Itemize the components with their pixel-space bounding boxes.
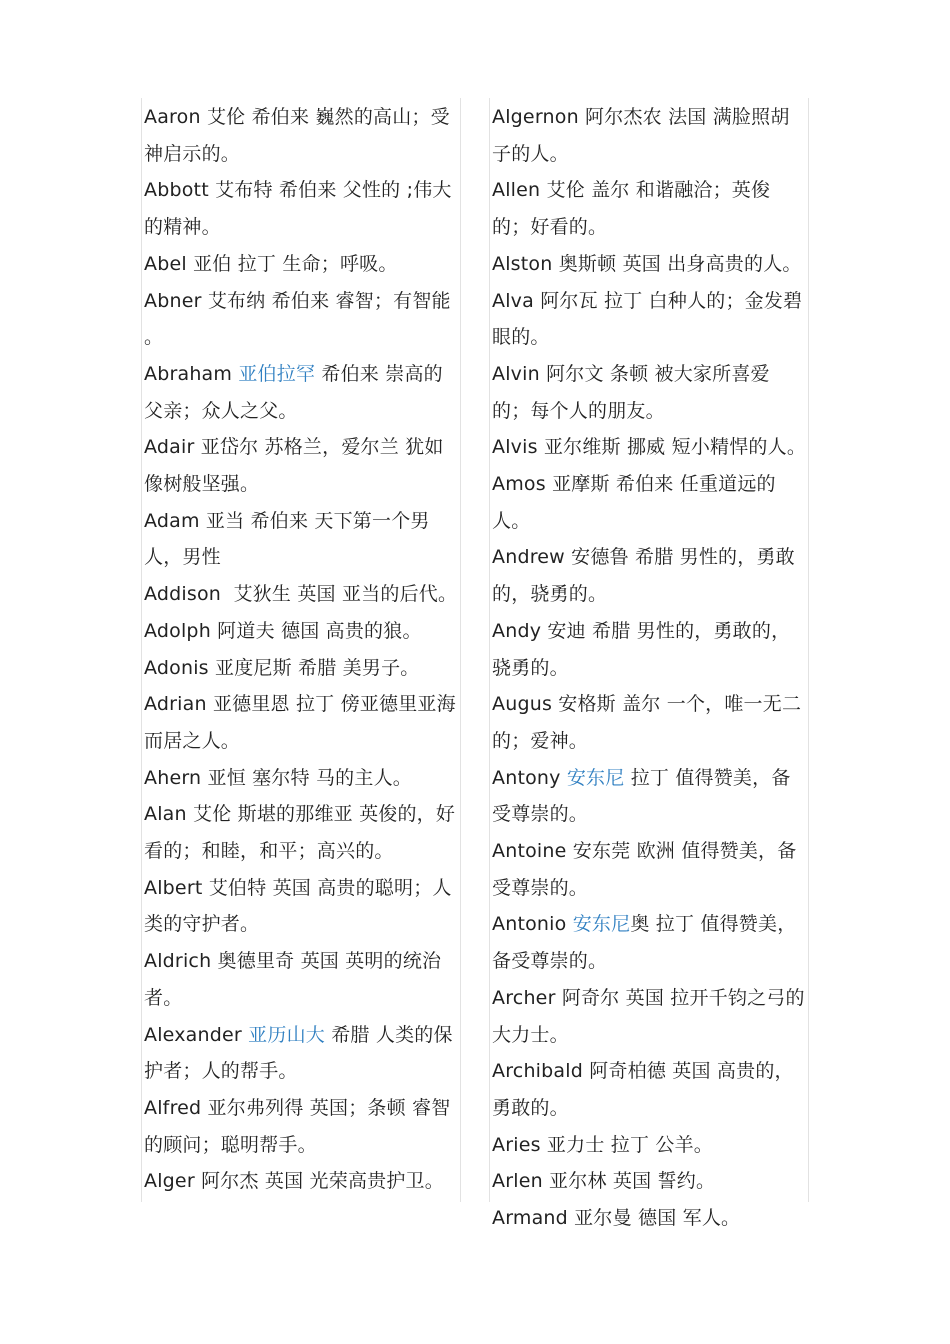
entry-text: Aldrich 奥德里奇 英国 英明的统治者。 xyxy=(144,950,442,1009)
name-entry xyxy=(144,650,460,687)
name-entry xyxy=(492,906,808,979)
entry-text: Abbott 艾布特 希伯来 父性的 ;伟大的精神。 xyxy=(144,179,452,239)
entry-text: Archibald 阿奇柏德 英国 高贵的，勇敢的。 xyxy=(492,1060,794,1119)
entry-text: Antoine 安东莞 欧洲 值得赞美，备受尊崇的。 xyxy=(492,840,797,899)
name-entry xyxy=(144,1017,460,1090)
left-entries xyxy=(144,99,464,1200)
entry-text: Alston 奥斯顿 英国 出身高贵的人。 xyxy=(492,252,802,275)
entry-text: Alva 阿尔瓦 拉丁 白种人的；金发碧眼的。 xyxy=(492,289,803,349)
entry-text: 希伯来 崇高的父亲；众人之父。 xyxy=(144,362,443,422)
name-link[interactable]: 安东尼 xyxy=(572,913,631,936)
name-link[interactable]: 安东尼 xyxy=(566,766,625,789)
name-entry xyxy=(492,1127,808,1164)
left-column xyxy=(141,98,464,1202)
entry-text: Armand 亚尔曼 德国 军人。 xyxy=(492,1207,741,1230)
name-entry xyxy=(492,99,808,172)
name-entry xyxy=(144,429,460,502)
entry-text: Adolph 阿道夫 德国 高贵的狼。 xyxy=(144,619,422,642)
name-entry xyxy=(492,539,808,612)
name-entry xyxy=(492,283,808,356)
entry-text: Adrian 亚德里恩 拉丁 傍亚德里亚海而居之人。 xyxy=(144,693,456,752)
entry-text: Ahern 亚恒 塞尔特 马的主人。 xyxy=(144,766,412,789)
entry-text: Abner 艾布纳 希伯来 睿智；有智能 。 xyxy=(144,289,464,349)
entry-text: Adonis 亚度尼斯 希腊 美男子。 xyxy=(144,656,420,679)
name-entry xyxy=(144,870,460,943)
column-gap xyxy=(461,98,489,1202)
name-entry xyxy=(492,466,808,539)
name-entry xyxy=(492,613,808,686)
right-entries xyxy=(492,99,808,1237)
entry-text: Antonio xyxy=(492,913,573,936)
entry-text: Allen 艾伦 盖尔 和谐融洽；英俊的；好看的。 xyxy=(492,179,771,239)
entry-text: Andrew 安德鲁 希腊 男性的，勇敢的，骁勇的。 xyxy=(492,546,795,606)
name-entry xyxy=(492,356,808,429)
name-entry xyxy=(144,1163,460,1200)
name-entry xyxy=(144,503,460,576)
name-entry xyxy=(144,943,460,1016)
name-entry xyxy=(492,760,808,833)
entry-text: Andy 安迪 希腊 男性的，勇敢的，骁勇的。 xyxy=(492,619,791,679)
name-entry xyxy=(492,246,808,283)
entry-text: Abel 亚伯 拉丁 生命；呼吸。 xyxy=(144,252,398,275)
name-entry xyxy=(144,99,460,172)
name-entry xyxy=(144,576,460,613)
entry-text: Aries 亚力士 拉丁 公羊。 xyxy=(492,1133,713,1156)
name-entry xyxy=(144,246,460,283)
entry-text: Augus 安格斯 盖尔 一个，唯一无二的；爱神。 xyxy=(492,693,802,752)
name-link[interactable]: 亚伯拉罕 xyxy=(238,362,316,385)
entry-text: Alvin 阿尔文 条顿 被大家所喜爱的；每个人的朋友。 xyxy=(492,362,770,422)
right-column xyxy=(489,98,809,1230)
entry-text: 拉丁 值得赞美，备受尊崇的。 xyxy=(492,766,791,826)
entry-text: Addison 艾狄生 英国 亚当的后代。 xyxy=(144,583,458,606)
name-entry xyxy=(492,1053,808,1126)
entry-text: Alan 艾伦 斯堪的那维亚 英俊的，好看的；和睦，和平；高兴的。 xyxy=(144,803,456,863)
name-entry xyxy=(144,613,460,650)
entry-text: Alvis 亚尔维斯 挪威 短小精悍的人。 xyxy=(492,436,807,459)
name-entry xyxy=(492,429,808,466)
name-entry xyxy=(144,283,464,356)
entry-text: Alexander xyxy=(144,1023,249,1046)
entry-text: Amos 亚摩斯 希伯来 任重道远的人。 xyxy=(492,473,776,532)
entry-text: Aaron 艾伦 希伯来 巍然的高山；受神启示的。 xyxy=(144,106,450,165)
entry-text: Alfred 亚尔弗列得 英国；条顿 睿智的顾问；聪明帮手。 xyxy=(144,1096,451,1156)
entry-text: Adam 亚当 希伯来 天下第一个男人，男性 xyxy=(144,509,430,569)
entry-text: Albert 艾伯特 英国 高贵的聪明；人类的守护者。 xyxy=(144,876,452,936)
entry-text: Adair 亚岱尔 苏格兰，爱尔兰 犹如像树般坚强。 xyxy=(144,436,444,496)
name-entry xyxy=(144,356,460,429)
name-entry xyxy=(144,686,460,759)
name-entry xyxy=(144,796,460,869)
entry-text: Arlen 亚尔林 英国 誓约。 xyxy=(492,1170,716,1193)
name-table xyxy=(141,98,809,1230)
name-entry xyxy=(492,686,808,759)
name-entry xyxy=(492,172,808,245)
name-entry xyxy=(492,833,808,906)
name-entry xyxy=(144,1090,460,1163)
name-entry xyxy=(492,980,808,1053)
entry-text: Algernon 阿尔杰农 法国 满脸照胡子的人。 xyxy=(492,106,790,165)
name-entry xyxy=(144,760,460,797)
entry-text: Archer 阿奇尔 英国 拉开千钧之弓的大力士。 xyxy=(492,986,805,1046)
name-entry xyxy=(492,1163,808,1200)
entry-text: 希腊 人类的保护者；人的帮手。 xyxy=(144,1023,453,1083)
entry-text: Alger 阿尔杰 英国 光荣高贵护卫。 xyxy=(144,1170,444,1193)
entry-text: Abraham xyxy=(144,362,239,385)
name-entry xyxy=(492,1200,808,1237)
name-entry xyxy=(144,172,460,245)
name-link[interactable]: 亚历山大 xyxy=(248,1023,325,1046)
entry-text: 奥 拉丁 值得赞美，备受尊崇的。 xyxy=(492,913,797,973)
entry-text: Antony xyxy=(492,766,567,789)
